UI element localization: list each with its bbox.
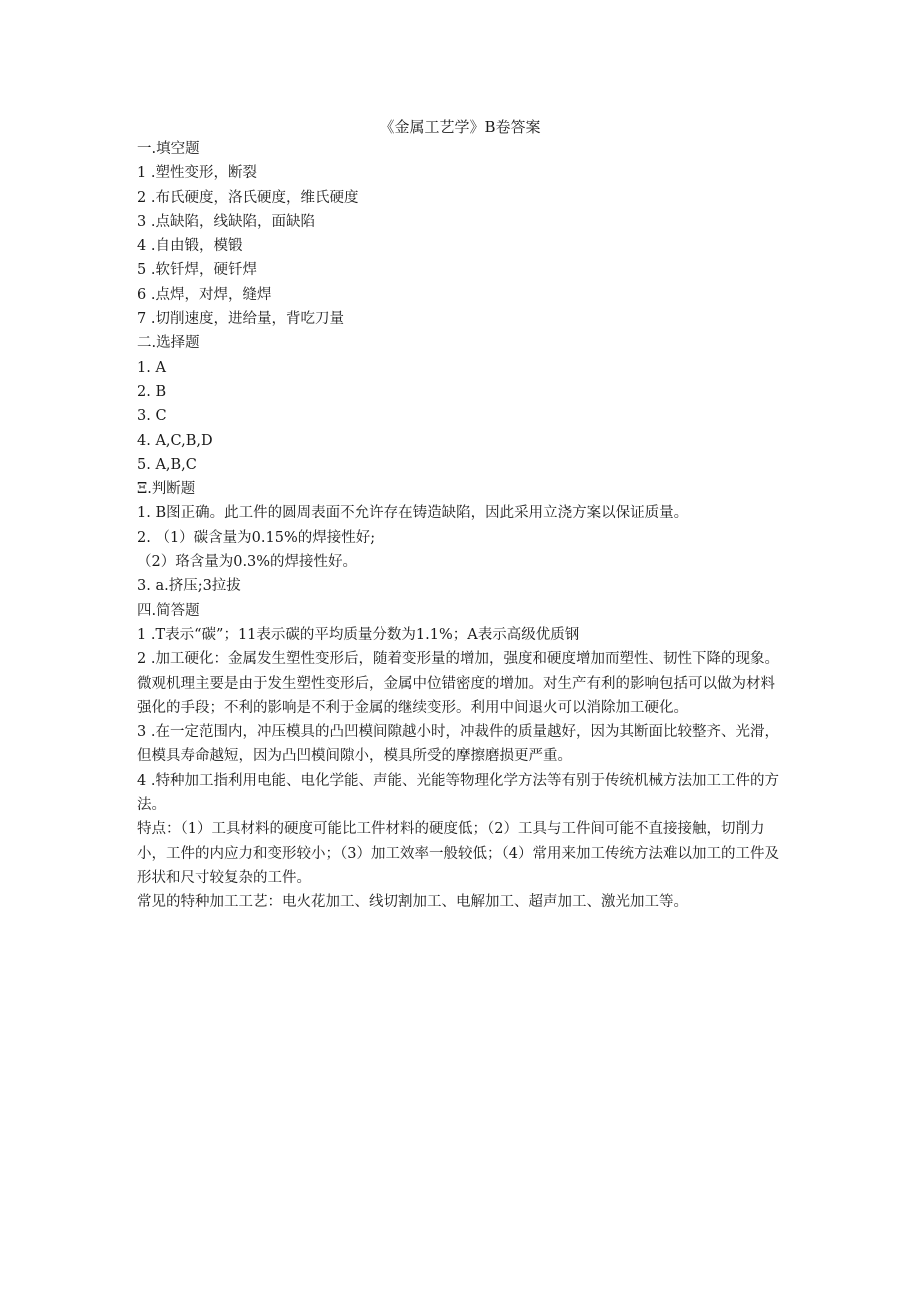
judge-answer-2b: （2）珞含量为0.3%的焊接性好。 — [137, 554, 358, 571]
section-heading-short: 四.简答题 — [137, 602, 200, 619]
fill-answer-2: 2 .布氏硬度，洛氏硬度，维氏硬度 — [137, 189, 359, 206]
fill-answer-5: 5 .软钎焊，硬钎焊 — [137, 262, 257, 279]
short-answer-2: 2 .加工硬化：金属发生塑性变形后，随着变形量的增加，强度和硬度增加而塑性、韧性下降的现象。微观机理主要是由于发生塑性变形后，金属中位错密度的增加。对生产有利的影响包括可以做为材料强化的手段；不利的影响是不利于金属的继续变形。利用中间退火可以消除加工硬化。 — [137, 651, 779, 716]
fill-answer-6: 6 .点焊，对焊，缝焊 — [137, 286, 272, 303]
document-body — [137, 137, 787, 915]
short-answer-1: 1 .T表示“碳”；11表示碳的平均质量分数为1.1%；A表示高级优质钢 — [137, 626, 580, 643]
choice-answer-2: 2. B — [137, 383, 167, 400]
fill-answer-4: 4 .自由锻，模锻 — [137, 238, 243, 255]
judge-answer-2a: 2. （1）碳含量为0.15%的焊接性好; — [137, 529, 376, 546]
fill-answer-7: 7 .切削速度，进给量，背吃刀量 — [137, 311, 344, 328]
choice-answer-5: 5. A,B,C — [137, 456, 197, 473]
fill-answer-1: 1 .塑性变形，断裂 — [137, 165, 257, 182]
judge-answer-1: 1. B图正确。此工件的圆周表面不允许存在铸造缺陷，因此采用立浇方案以保证质量。 — [137, 505, 689, 522]
choice-answer-4: 4. A,C,B,D — [137, 432, 213, 449]
choice-answer-3: 3. C — [137, 408, 167, 425]
short-answer-3: 3 .在一定范围内，冲压模具的凸凹模间隙越小时，冲裁件的质量越好，因为其断面比较整齐、光滑，但模具寿命越短，因为凸凹模间隙小，模具所受的摩擦磨损更严重。 — [137, 724, 779, 765]
judge-answer-3: 3. a.挤压;3拉拔 — [137, 578, 241, 595]
section-heading-fill: 一.填空题 — [137, 141, 200, 157]
fill-answer-3: 3 .点缺陷，线缺陷，面缺陷 — [137, 213, 315, 230]
section-heading-judge: Ξ.判断题 — [137, 481, 196, 498]
document-title: 《金属工艺学》B卷答案 — [379, 118, 541, 136]
short-answer-4-common: 常见的特种加工工艺：电火花加工、线切割加工、电解加工、超声加工、激光加工等。 — [137, 894, 688, 911]
choice-answer-1: 1. A — [137, 359, 166, 376]
section-heading-choice: 二.选择题 — [137, 335, 200, 352]
short-answer-4: 4 .特种加工指利用电能、电化学能、声能、光能等物理化学方法等有别于传统机械方法加工工件的方法。 — [137, 772, 779, 814]
short-answer-4-features: 特点：（1）工具材料的硬度可能比工件材料的硬度低；（2）工具与工件间可能不直接接触，切削力小，工件的内应力和变形较小；（3）加工效率一般较低；（4）常用来加工传统方法难以加工的工件及形状和尺寸较复杂的工件。 — [137, 821, 779, 886]
